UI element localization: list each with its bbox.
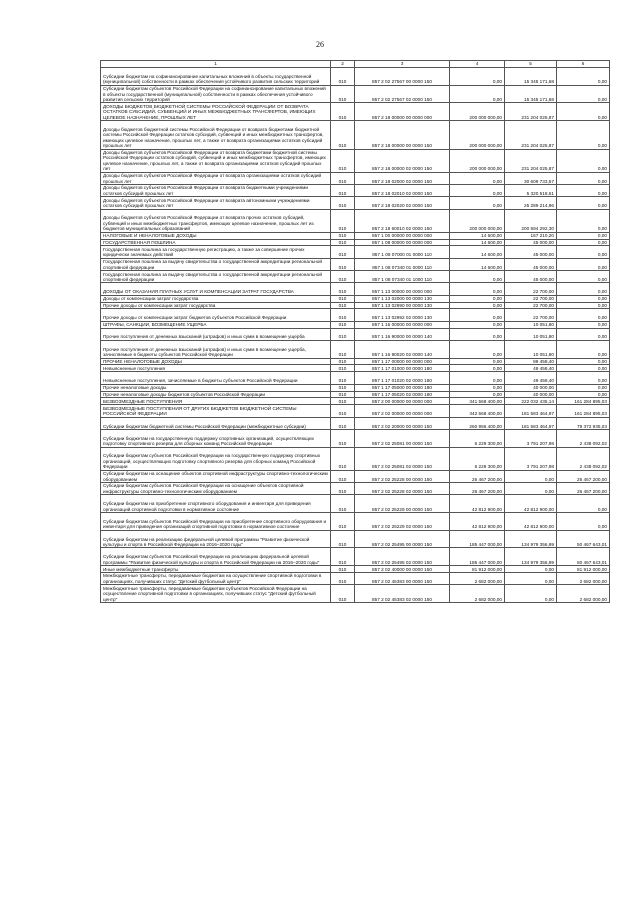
row-rest-cell: 0,00 — [557, 271, 610, 283]
row-kbk-cell: 857 2 02 25228 00 0000 150 — [355, 470, 450, 482]
row-kbk-cell: 857 1 08 07000 01 0000 110 — [355, 246, 450, 258]
row-rest-cell: 0,00 — [557, 372, 610, 384]
row-fact-cell: 5 320 518,61 — [505, 184, 557, 196]
row-code-cell: 010 — [331, 328, 355, 340]
row-code-cell: 010 — [331, 283, 355, 295]
row-fact-cell: 22 700,00 — [505, 283, 557, 295]
row-plan-cell: 0,00 — [450, 184, 505, 196]
row-rest-cell: 0,00 — [557, 68, 610, 86]
row-plan-cell: 0,00 — [450, 340, 505, 358]
row-name-cell: Субсидии бюджетам на оснащение объектов спортивной инфраструктуры спортивно-технологическим оборудованием — [101, 470, 331, 482]
row-kbk-cell: 857 1 17 05020 02 0000 180 — [355, 391, 450, 398]
row-fact-cell: 10 051,80 — [505, 328, 557, 340]
row-fact-cell: 200 594 292,30 — [505, 209, 557, 232]
table-body — [101, 68, 610, 603]
table-row — [101, 470, 610, 482]
table-row — [101, 209, 610, 232]
row-fact-cell: 10 051,80 — [505, 340, 557, 358]
row-plan-cell: 42 812 900,00 — [450, 495, 505, 513]
row-rest-cell: 0,00 — [557, 232, 610, 239]
row-rest-cell: 0,00 — [557, 365, 610, 372]
row-code-cell: 010 — [331, 429, 355, 447]
row-name-cell: ГОСУДАРСТВЕННАЯ ПОШЛИНА — [101, 239, 331, 246]
row-kbk-cell: 857 2 02 45383 00 0000 150 — [355, 572, 450, 584]
row-code-cell: 010 — [331, 197, 355, 209]
row-name-cell: ПРОЧИЕ НЕНАЛОГОВЫЕ ДОХОДЫ — [101, 358, 331, 365]
header-col-2: 2 — [331, 61, 355, 68]
row-kbk-cell: 857 1 13 02990 00 0000 130 — [355, 302, 450, 309]
row-rest-cell: 0,00 — [557, 239, 610, 246]
row-plan-cell: 2 682 000,00 — [450, 572, 505, 584]
row-name-cell: Доходы бюджетов субъектов Российской Федерации от возврата автономными учреждениями остатков субсидий прошлых лет — [101, 197, 331, 209]
row-fact-cell: 231 204 025,87 — [505, 121, 557, 150]
row-name-cell: Прочие поступления от денежных взысканий (штрафов) и иных сумм в возмещение ущерба, зачисляемые в бюджеты субъектов Российской Федерации — [101, 340, 331, 358]
row-rest-cell: 0,00 — [557, 209, 610, 232]
table-row — [101, 398, 610, 405]
row-plan-cell: 0,00 — [450, 302, 505, 309]
row-rest-cell: 0,00 — [557, 283, 610, 295]
row-fact-cell: 15 345 171,68 — [505, 85, 557, 103]
row-fact-cell: 0,00 — [505, 572, 557, 584]
header-col-1: 1 — [101, 61, 331, 68]
row-kbk-cell: 857 2 02 20000 00 0000 150 — [355, 417, 450, 429]
row-kbk-cell: 857 1 00 00000 00 0000 000 — [355, 232, 450, 239]
row-fact-cell: 40 000,00 — [505, 384, 557, 391]
row-code-cell: 010 — [331, 103, 355, 121]
row-code-cell: 010 — [331, 184, 355, 196]
row-code-cell: 010 — [331, 258, 355, 270]
table-row — [101, 585, 610, 603]
row-name-cell: Доходы бюджетов бюджетной системы Российской Федерации от возврата бюджетами бюджетной системы Российской Федерации остатков субсидий, субвенций и иных межбюджетных трансфертов, имеющих целевое назначение, прошлых лет, а также от возврата организациями остатков субсидий прошлых лет — [101, 121, 331, 150]
row-rest-cell: 26 467 200,00 — [557, 470, 610, 482]
row-kbk-cell: 857 1 08 00000 00 0000 000 — [355, 239, 450, 246]
row-kbk-cell: 857 2 18 02010 02 0000 150 — [355, 184, 450, 196]
row-fact-cell: 3 791 207,98 — [505, 429, 557, 447]
row-fact-cell: 181 583 464,97 — [505, 405, 557, 417]
row-plan-cell: 185 447 000,00 — [450, 530, 505, 548]
table-row — [101, 365, 610, 372]
row-fact-cell: 22 700,00 — [505, 309, 557, 321]
row-fact-cell: 10 051,80 — [505, 321, 557, 328]
row-plan-cell: 0,00 — [450, 172, 505, 184]
table-row — [101, 302, 610, 309]
row-code-cell: 010 — [331, 358, 355, 365]
header-col-4: 4 — [450, 61, 505, 68]
table-row — [101, 239, 610, 246]
row-fact-cell: 89 458,40 — [505, 358, 557, 365]
row-name-cell: БЕЗВОЗМЕЗДНЫЕ ПОСТУПЛЕНИЯ ОТ ДРУГИХ БЮДЖЕТОВ БЮДЖЕТНОЙ СИСТЕМЫ РОССИЙСКОЙ ФЕДЕРАЦИИ — [101, 405, 331, 417]
row-rest-cell: 0,00 — [557, 321, 610, 328]
row-code-cell: 010 — [331, 372, 355, 384]
row-fact-cell: 45 000,00 — [505, 246, 557, 258]
row-fact-cell: 15 345 171,68 — [505, 68, 557, 86]
row-name-cell: Субсидии бюджетам субъектов Российской Федерации на оснащение объектов спортивной инфраструктуры спортивно-технологическим оборудованием — [101, 482, 331, 494]
row-code-cell: 010 — [331, 271, 355, 283]
row-plan-cell: 0,00 — [450, 197, 505, 209]
row-plan-cell: 0,00 — [450, 365, 505, 372]
row-rest-cell: 0,00 — [557, 328, 610, 340]
row-fact-cell: 22 700,00 — [505, 302, 557, 309]
row-plan-cell: 0,00 — [450, 391, 505, 398]
row-rest-cell: 0,00 — [557, 384, 610, 391]
row-plan-cell: 14 600,00 — [450, 246, 505, 258]
table-row — [101, 447, 610, 470]
row-kbk-cell: 857 1 16 00000 00 0000 000 — [355, 321, 450, 328]
row-kbk-cell: 857 2 02 00000 00 0000 000 — [355, 405, 450, 417]
row-name-cell: ШТРАФЫ, САНКЦИИ, ВОЗМЕЩЕНИЕ УЩЕРБА — [101, 321, 331, 328]
row-code-cell: 010 — [331, 405, 355, 417]
row-kbk-cell: 857 2 02 25495 02 0000 150 — [355, 548, 450, 566]
table-row — [101, 271, 610, 283]
row-name-cell: Прочие неналоговые доходы бюджетов субъектов Российской Федерации — [101, 391, 331, 398]
row-plan-cell: 185 447 000,00 — [450, 548, 505, 566]
row-fact-cell: 0,00 — [505, 585, 557, 603]
row-fact-cell: 181 583 464,97 — [505, 417, 557, 429]
row-plan-cell: 200 000 000,00 — [450, 209, 505, 232]
row-code-cell: 010 — [331, 239, 355, 246]
row-fact-cell: 231 204 025,87 — [505, 149, 557, 172]
table-row — [101, 258, 610, 270]
row-kbk-cell: 857 1 13 02992 02 0000 130 — [355, 309, 450, 321]
table-row — [101, 197, 610, 209]
table-row — [101, 417, 610, 429]
row-code-cell: 010 — [331, 530, 355, 548]
row-rest-cell: 2 682 000,00 — [557, 572, 610, 584]
row-kbk-cell: 857 2 02 27567 00 0000 150 — [355, 68, 450, 86]
row-plan-cell: 0,00 — [450, 85, 505, 103]
row-rest-cell: 0,00 — [557, 495, 610, 513]
row-name-cell: Субсидии бюджетам на софинансирование капитальных вложений в объекты государственной (муниципальной) собственности в рамках обеспечения устойчивого развития сельских территорий — [101, 68, 331, 86]
row-code-cell: 010 — [331, 391, 355, 398]
row-name-cell: Субсидии бюджетам на приобретение спортивного оборудования и инвентаря для приведения организаций спортивной подготовки в нормативное состояние — [101, 495, 331, 513]
table-row — [101, 566, 610, 573]
row-kbk-cell: 857 1 17 00000 00 0000 000 — [355, 358, 450, 365]
row-name-cell: Иные межбюджетные трансферты — [101, 566, 331, 573]
row-rest-cell: 50 467 643,01 — [557, 530, 610, 548]
row-code-cell: 010 — [331, 68, 355, 86]
row-name-cell: Субсидии бюджетам на реализацию федеральной целевой программы "Развитие физической культуры и спорта в Российской Федерации на 2016–2020 годы" — [101, 530, 331, 548]
row-code-cell: 010 — [331, 295, 355, 302]
table-row — [101, 391, 610, 398]
table-row — [101, 495, 610, 513]
table-row — [101, 512, 610, 530]
row-fact-cell: 0,00 — [505, 566, 557, 573]
row-plan-cell: 0,00 — [450, 283, 505, 295]
table-row — [101, 572, 610, 584]
table-row — [101, 309, 610, 321]
row-fact-cell: 22 700,00 — [505, 295, 557, 302]
row-rest-cell: 26 467 200,00 — [557, 482, 610, 494]
row-plan-cell: 260 956 400,00 — [450, 417, 505, 429]
row-plan-cell: 0,00 — [450, 68, 505, 86]
row-fact-cell: 30 609 733,57 — [505, 172, 557, 184]
row-rest-cell: 0,00 — [557, 85, 610, 103]
row-name-cell: Субсидии бюджетам субъектов Российской Федерации на софинансирование капитальных вложений в объекты государственной (муниципальной) собственности в рамках обеспечения устойчивого развития сельских территорий — [101, 85, 331, 103]
row-fact-cell: 45 000,00 — [505, 239, 557, 246]
row-rest-cell: 0,00 — [557, 258, 610, 270]
row-fact-cell: 134 979 356,99 — [505, 530, 557, 548]
row-kbk-cell: 857 2 00 00000 00 0000 000 — [355, 398, 450, 405]
row-rest-cell: 79 372 935,03 — [557, 417, 610, 429]
row-name-cell: Доходы бюджетов субъектов Российской Федерации от возврата бюджетными учреждениями остатков субсидий прошлых лет — [101, 184, 331, 196]
table-row — [101, 358, 610, 365]
row-plan-cell: 0,00 — [450, 384, 505, 391]
row-plan-cell: 342 568 400,00 — [450, 405, 505, 417]
row-fact-cell: 49 458,40 — [505, 365, 557, 372]
row-plan-cell: 26 467 200,00 — [450, 482, 505, 494]
row-plan-cell: 0,00 — [450, 271, 505, 283]
table-row — [101, 283, 610, 295]
row-kbk-cell: 857 2 02 45383 02 0000 150 — [355, 585, 450, 603]
table-row — [101, 548, 610, 566]
row-code-cell: 010 — [331, 384, 355, 391]
row-kbk-cell: 857 2 02 25229 00 0000 150 — [355, 495, 450, 513]
row-fact-cell: 231 204 025,87 — [505, 103, 557, 121]
row-code-cell: 010 — [331, 365, 355, 372]
table-row — [101, 85, 610, 103]
row-rest-cell: 0,00 — [557, 295, 610, 302]
row-plan-cell: 200 000 000,00 — [450, 149, 505, 172]
row-kbk-cell: 857 1 08 07340 01 1000 110 — [355, 271, 450, 283]
row-kbk-cell: 857 2 18 00000 02 0000 150 — [355, 149, 450, 172]
row-name-cell: Государственная пошлина за выдачу свидетельства о государственной аккредитации региональной спортивной федерации — [101, 258, 331, 270]
table-row — [101, 149, 610, 172]
row-rest-cell: 2 438 092,02 — [557, 447, 610, 470]
row-fact-cell: 25 289 214,96 — [505, 197, 557, 209]
row-fact-cell: 40 000,00 — [505, 391, 557, 398]
row-plan-cell: 200 000 000,00 — [450, 103, 505, 121]
row-name-cell: ДОХОДЫ ОТ ОКАЗАНИЯ ПЛАТНЫХ УСЛУГ И КОМПЕНСАЦИИ ЗАТРАТ ГОСУДАРСТВА — [101, 283, 331, 295]
row-plan-cell: 0,00 — [450, 328, 505, 340]
row-rest-cell: 0,00 — [557, 340, 610, 358]
row-code-cell: 010 — [331, 246, 355, 258]
row-plan-cell: 14 600,00 — [450, 232, 505, 239]
row-fact-cell: 45 000,00 — [505, 271, 557, 283]
row-rest-cell: 50 467 643,01 — [557, 548, 610, 566]
table-row — [101, 172, 610, 184]
table-row — [101, 340, 610, 358]
row-plan-cell: 2 682 000,00 — [450, 585, 505, 603]
row-name-cell: Прочие поступления от денежных взысканий (штрафов) и иных сумм в возмещение ущерба — [101, 328, 331, 340]
row-code-cell: 010 — [331, 417, 355, 429]
row-fact-cell: 49 458,40 — [505, 372, 557, 384]
row-fact-cell: 167 210,20 — [505, 232, 557, 239]
row-fact-cell: 222 032 435,14 — [505, 398, 557, 405]
row-kbk-cell: 857 2 18 60010 02 0000 150 — [355, 209, 450, 232]
table-row — [101, 405, 610, 417]
row-kbk-cell: 857 1 16 90020 02 0000 140 — [355, 340, 450, 358]
row-code-cell: 010 — [331, 566, 355, 573]
row-plan-cell: 14 600,00 — [450, 258, 505, 270]
row-rest-cell: 0,00 — [557, 358, 610, 365]
table-row — [101, 68, 610, 86]
row-kbk-cell: 857 2 02 25229 02 0000 150 — [355, 512, 450, 530]
table-row — [101, 530, 610, 548]
row-code-cell: 010 — [331, 209, 355, 232]
row-rest-cell: 0,00 — [557, 302, 610, 309]
row-fact-cell: 3 791 207,98 — [505, 447, 557, 470]
table-row — [101, 121, 610, 150]
row-plan-cell: 0,00 — [450, 295, 505, 302]
row-rest-cell: 0,00 — [557, 309, 610, 321]
row-rest-cell: 0,00 — [557, 121, 610, 150]
header-col-5: 5 — [505, 61, 557, 68]
row-code-cell: 010 — [331, 398, 355, 405]
row-plan-cell: 0,00 — [450, 372, 505, 384]
row-rest-cell: 2 682 000,00 — [557, 585, 610, 603]
row-code-cell: 010 — [331, 321, 355, 328]
row-code-cell: 010 — [331, 482, 355, 494]
row-rest-cell: 161 284 895,03 — [557, 398, 610, 405]
row-rest-cell: 0,00 — [557, 172, 610, 184]
row-name-cell: Прочие неналоговые доходы — [101, 384, 331, 391]
row-kbk-cell: 857 1 17 01000 00 0000 180 — [355, 365, 450, 372]
table-row — [101, 372, 610, 384]
row-kbk-cell: 857 2 02 25081 00 0000 150 — [355, 429, 450, 447]
row-plan-cell: 0,00 — [450, 309, 505, 321]
row-rest-cell: 0,00 — [557, 197, 610, 209]
row-name-cell: Прочие доходы от компенсации затрат бюджетов субъектов Российской Федерации — [101, 309, 331, 321]
row-name-cell: Невыясненные поступления — [101, 365, 331, 372]
row-name-cell: БЕЗВОЗМЕЗДНЫЕ ПОСТУПЛЕНИЯ — [101, 398, 331, 405]
row-code-cell: 010 — [331, 172, 355, 184]
row-kbk-cell: 857 1 17 01020 02 0000 180 — [355, 372, 450, 384]
row-name-cell: Субсидии бюджетам субъектов Российской Федерации на приобретение спортивного оборудования и инвентаря для приведения организаций спортивной подготовки в нормативное состояние — [101, 512, 331, 530]
row-name-cell: Прочие доходы от компенсации затрат государства — [101, 302, 331, 309]
row-code-cell: 010 — [331, 309, 355, 321]
row-plan-cell: 341 568 400,00 — [450, 398, 505, 405]
row-plan-cell: 81 912 000,00 — [450, 566, 505, 573]
table-row — [101, 232, 610, 239]
header-row — [101, 61, 610, 68]
table-row — [101, 321, 610, 328]
row-name-cell: Доходы бюджетов субъектов Российской Федерации от возврата организациями остатков субсидий прошлых лет — [101, 172, 331, 184]
row-name-cell: Государственная пошлина за выдачу свидетельства о государственной аккредитации региональной спортивной федерации — [101, 271, 331, 283]
page-number: 26 — [316, 40, 324, 49]
row-code-cell: 010 — [331, 340, 355, 358]
table-row — [101, 328, 610, 340]
row-fact-cell: 0,00 — [505, 482, 557, 494]
row-name-cell: Государственная пошлина за государственную регистрацию, а также за совершение прочих юридически значимых действий — [101, 246, 331, 258]
row-plan-cell: 0,00 — [450, 321, 505, 328]
row-name-cell: Межбюджетные трансферты, передаваемые бюджетам субъектов Российской Федерации на осуществление спортивной подготовки в организациях, получивших статус "Детский футбольный центр" — [101, 585, 331, 603]
row-name-cell: Межбюджетные трансферты, передаваемые бюджетам на осуществление спортивной подготовки в организациях, получивших статус "Детский футбольный центр" — [101, 572, 331, 584]
row-name-cell: Доходы бюджетов субъектов Российской Федерации от возврата бюджетами бюджетной системы Российской Федерации остатков субсидий, субвенций и иных межбюджетных трансфертов, имеющих целевое назначение, прошлых лет, а также от возврата организациями остатков субсидий прошлых лет — [101, 149, 331, 172]
row-plan-cell: 42 812 900,00 — [450, 512, 505, 530]
row-name-cell: ДОХОДЫ БЮДЖЕТОВ БЮДЖЕТНОЙ СИСТЕМЫ РОССИЙСКОЙ ФЕДЕРАЦИИ ОТ ВОЗВРАТА ОСТАТКОВ СУБСИДИЙ, СУБВЕНЦИЙ И ИНЫХ МЕЖБЮДЖЕТНЫХ ТРАНСФЕРТОВ, ИМЕЮЩИХ ЦЕЛЕВОЕ НАЗНАЧЕНИЕ, ПРОШЛЫХ ЛЕТ — [101, 103, 331, 121]
row-kbk-cell: 857 2 18 00000 00 0000 000 — [355, 103, 450, 121]
row-name-cell: Доходы бюджетов субъектов Российской Федерации от возврата прочих остатков субсидий, субвенций и иных межбюджетных трансфертов, имеющих целевое назначение, прошлых лет из бюджетов муниципальных образований — [101, 209, 331, 232]
row-name-cell: Субсидии бюджетам субъектов Российской Федерации на государственную поддержку спортивных организаций, осуществляющих подготовку спортивного резерва для сборных команд Российской Федерации — [101, 447, 331, 470]
row-rest-cell: 81 912 000,00 — [557, 566, 610, 573]
row-kbk-cell: 857 1 17 05000 00 0000 180 — [355, 384, 450, 391]
row-rest-cell: 0,00 — [557, 246, 610, 258]
row-plan-cell: 0,00 — [450, 358, 505, 365]
row-rest-cell: 161 284 895,03 — [557, 405, 610, 417]
row-kbk-cell: 857 2 18 00000 00 0000 150 — [355, 121, 450, 150]
row-rest-cell: 0,00 — [557, 149, 610, 172]
table-row — [101, 482, 610, 494]
row-name-cell: НАЛОГОВЫЕ И НЕНАЛОГОВЫЕ ДОХОДЫ — [101, 232, 331, 239]
row-rest-cell: 0,00 — [557, 184, 610, 196]
row-kbk-cell: 857 1 13 00000 00 0000 000 — [355, 283, 450, 295]
row-name-cell: Субсидии бюджетам бюджетной системы Российской Федерации (межбюджетные субсидии) — [101, 417, 331, 429]
row-rest-cell: 2 438 092,02 — [557, 429, 610, 447]
header-col-3: 3 — [355, 61, 450, 68]
row-kbk-cell: 857 1 08 07340 01 0000 110 — [355, 258, 450, 270]
row-code-cell: 010 — [331, 85, 355, 103]
row-kbk-cell: 857 1 16 90000 00 0000 140 — [355, 328, 450, 340]
row-kbk-cell: 857 2 18 02000 02 0000 150 — [355, 172, 450, 184]
row-fact-cell: 134 979 356,99 — [505, 548, 557, 566]
row-code-cell: 010 — [331, 495, 355, 513]
report-table — [100, 60, 610, 603]
row-fact-cell: 45 000,00 — [505, 258, 557, 270]
row-plan-cell: 200 000 000,00 — [450, 121, 505, 150]
row-plan-cell: 14 600,00 — [450, 239, 505, 246]
row-kbk-cell: 857 2 02 25081 02 0000 150 — [355, 447, 450, 470]
row-code-cell: 010 — [331, 572, 355, 584]
table-row — [101, 295, 610, 302]
table-row — [101, 184, 610, 196]
row-code-cell: 010 — [331, 302, 355, 309]
row-code-cell: 010 — [331, 470, 355, 482]
row-fact-cell: 42 812 900,00 — [505, 512, 557, 530]
row-rest-cell: 0,00 — [557, 391, 610, 398]
row-code-cell: 010 — [331, 149, 355, 172]
table-row — [101, 246, 610, 258]
header-col-6: 6 — [557, 61, 610, 68]
report-table-container — [100, 60, 609, 887]
row-rest-cell: 0,00 — [557, 512, 610, 530]
table-row — [101, 384, 610, 391]
row-fact-cell: 42 812 900,00 — [505, 495, 557, 513]
row-plan-cell: 6 229 300,00 — [450, 447, 505, 470]
row-code-cell: 010 — [331, 585, 355, 603]
row-kbk-cell: 857 2 18 02020 02 0000 150 — [355, 197, 450, 209]
row-plan-cell: 26 467 200,00 — [450, 470, 505, 482]
row-name-cell: Субсидии бюджетам на государственную поддержку спортивных организаций, осуществляющих подготовку спортивного резерва для сборных команд Российской Федерации — [101, 429, 331, 447]
table-row — [101, 103, 610, 121]
row-fact-cell: 0,00 — [505, 470, 557, 482]
row-code-cell: 010 — [331, 512, 355, 530]
row-kbk-cell: 857 2 02 25495 00 0000 150 — [355, 530, 450, 548]
row-kbk-cell: 857 2 02 27567 02 0000 150 — [355, 85, 450, 103]
row-code-cell: 010 — [331, 121, 355, 150]
row-kbk-cell: 857 2 02 25228 02 0000 150 — [355, 482, 450, 494]
row-plan-cell: 6 229 300,00 — [450, 429, 505, 447]
row-rest-cell: 0,00 — [557, 103, 610, 121]
row-name-cell: Субсидии бюджетам субъектов Российской Федерации на реализацию федеральной целевой программы "Развитие физической культуры и спорта в Российской Федерации на 2016–2020 годы" — [101, 548, 331, 566]
row-code-cell: 010 — [331, 548, 355, 566]
row-kbk-cell: 857 1 13 02000 00 0000 130 — [355, 295, 450, 302]
row-code-cell: 010 — [331, 447, 355, 470]
row-name-cell: Доходы от компенсации затрат государства — [101, 295, 331, 302]
row-name-cell: Невыясненные поступления, зачисляемые в бюджеты субъектов Российской Федерации — [101, 372, 331, 384]
row-kbk-cell: 857 2 02 40000 00 0000 150 — [355, 566, 450, 573]
row-code-cell: 010 — [331, 232, 355, 239]
table-row — [101, 429, 610, 447]
